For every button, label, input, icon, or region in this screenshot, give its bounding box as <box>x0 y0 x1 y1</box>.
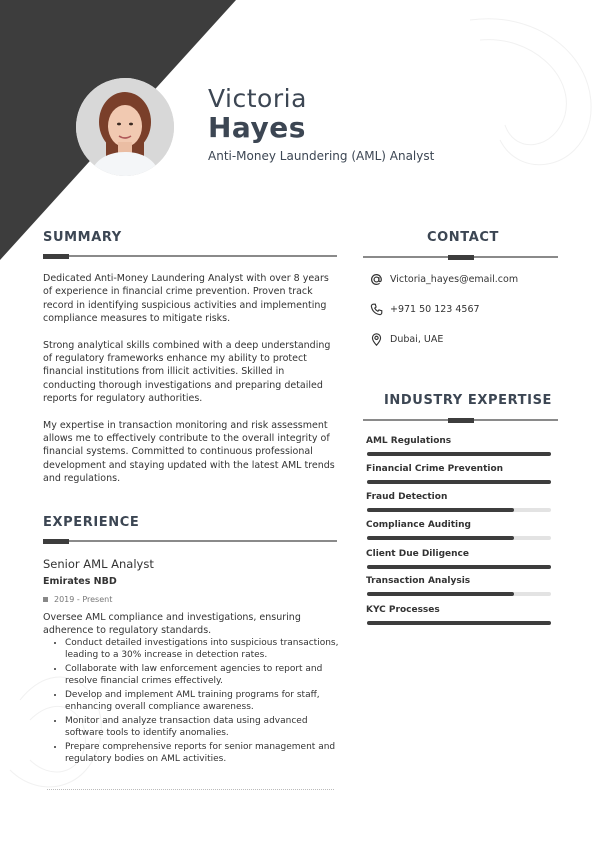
experience-dates <box>43 595 112 604</box>
skill-bar-fill <box>367 592 514 596</box>
skill-name: Fraud Detection <box>366 492 448 502</box>
experience-divider-accent <box>43 539 69 544</box>
experience-bullets <box>43 638 339 768</box>
skill-bar-fill <box>367 536 514 540</box>
skill-bar <box>367 536 551 540</box>
skill-name: Financial Crime Prevention <box>366 464 504 474</box>
job-title: Anti-Money Laundering (AML) Analyst <box>208 149 435 163</box>
expertise-divider-accent <box>448 418 474 423</box>
skill-name: Transaction Analysis <box>366 576 471 586</box>
skill-name: KYC Processes <box>366 605 440 615</box>
email-text[interactable]: Victoria_hayes@email.com <box>390 274 519 285</box>
list-item: • Collaborate with law enforcement agencies to report and resolve financial crimes effectively. <box>65 664 339 687</box>
first-name: Victoria <box>208 84 307 113</box>
skill-name: Client Due Diligence <box>366 549 469 559</box>
skill-bar-fill <box>367 621 551 625</box>
summary-text <box>43 272 339 499</box>
skill-bar <box>367 565 551 569</box>
location-text: Dubai, UAE <box>390 334 444 345</box>
skill-name: AML Regulations <box>366 436 452 446</box>
list-item: • Conduct detailed investigations into suspicious transactions, leading to a 30% increase in detection rates. <box>65 638 339 661</box>
experience-company: Emirates NBD <box>43 576 117 587</box>
list-item: • Monitor and analyze transaction data using advanced software tools to identify anomalies. <box>65 716 339 739</box>
skill-bar <box>367 508 551 512</box>
experience-heading: EXPERIENCE <box>43 515 140 530</box>
experience-dates-text: 2019 - Present <box>54 595 113 604</box>
summary-paragraph: Strong analytical skills combined with a deep understanding of regulatory frameworks enhance my ability to protect financial institutions from illicit activities. Skilled in conducting thorough investigations and preparing detailed reports for regulatory authorities. <box>43 339 331 405</box>
list-item: • Prepare comprehensive reports for senior management and regulatory bodies on AML activities. <box>65 742 339 765</box>
skill-bar-fill <box>367 480 551 484</box>
skill-bar <box>367 592 551 596</box>
contact-email <box>370 273 518 286</box>
summary-paragraph: My expertise in transaction monitoring and risk assessment allows me to effectively contribute to the overall integrity of financial systems. Committed to continuous professional development and staying updated with the latest AML trends and regulations. <box>43 419 335 485</box>
last-name: Hayes <box>208 111 306 144</box>
skill-bar <box>367 480 551 484</box>
at-sign-icon <box>370 273 383 286</box>
section-end-divider <box>47 789 334 790</box>
location-pin-icon <box>370 333 383 346</box>
skill-name: Compliance Auditing <box>366 520 471 530</box>
skill-bar-fill <box>367 508 514 512</box>
experience-role: Senior AML Analyst <box>43 557 154 571</box>
phone-text: +971 50 123 4567 <box>390 304 480 315</box>
summary-divider <box>43 255 337 257</box>
phone-icon <box>370 303 383 316</box>
experience-description: Oversee AML compliance and investigations, ensuring adherence to regulatory standards. <box>43 612 301 636</box>
summary-heading: SUMMARY <box>43 230 122 245</box>
skill-bar <box>367 452 551 456</box>
contact-heading: CONTACT <box>427 230 499 245</box>
summary-divider-accent <box>43 254 69 259</box>
contact-location <box>370 333 443 346</box>
list-item: • Develop and implement AML training programs for staff, enhancing overall compliance awareness. <box>65 690 339 713</box>
contact-divider-accent <box>448 255 474 260</box>
summary-paragraph: Dedicated Anti-Money Laundering Analyst with over 8 years of experience in financial crime prevention. Proven track record in identifying suspicious activities and implementing compliance measures to mitigate risks. <box>43 273 329 325</box>
experience-divider <box>43 540 337 542</box>
skill-bar-fill <box>367 565 551 569</box>
expertise-heading: INDUSTRY EXPERTISE <box>384 393 553 408</box>
contact-phone <box>370 303 480 316</box>
skill-bar-fill <box>367 452 551 456</box>
profile-photo <box>76 78 174 176</box>
skill-bar <box>367 621 551 625</box>
calendar-marker-icon <box>43 597 48 602</box>
